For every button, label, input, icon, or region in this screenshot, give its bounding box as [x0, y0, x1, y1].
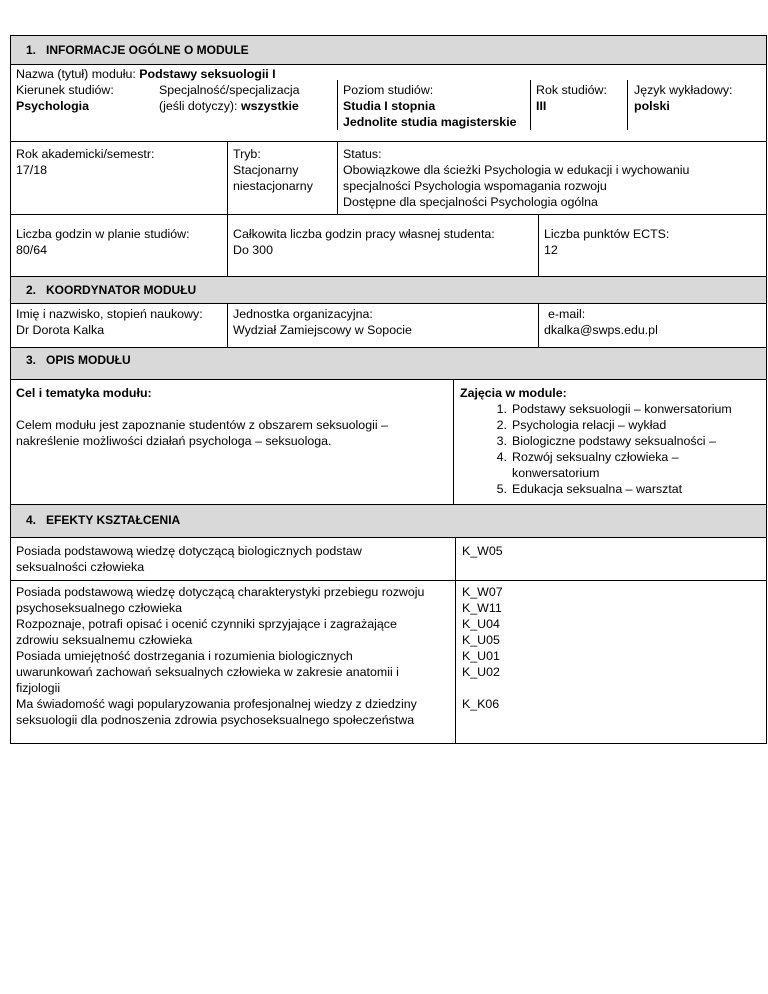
email-link[interactable]: dkalka@swps.edu.pl: [544, 323, 658, 337]
study-year: Rok studiów: III: [536, 83, 607, 113]
coordinator-email: e-mail: dkalka@swps.edu.pl: [544, 307, 658, 337]
list-item: 1. Podstawy seksuologii – konwersatorium: [496, 402, 732, 416]
outcome-row-1: Posiada podstawową wiedzę dotyczącą biologicznych podstaw seksualności człowieka: [16, 544, 362, 574]
module-name: [16, 66, 276, 82]
own-work-hours: Całkowita liczba godzin pracy własnej studenta: Do 300: [233, 227, 495, 257]
list-item: 4. Rozwój seksualny człowieka –: [496, 450, 679, 464]
list-item: 5. Edukacja seksualna – warsztat: [496, 482, 683, 496]
ects-points: Liczba punktów ECTS: 12: [544, 227, 670, 257]
classes-list: [460, 401, 732, 497]
module-name-label: Nazwa (tytuł) modułu:: [16, 67, 140, 81]
coordinator-unit: Jednostka organizacyjna: Wydział Zamiejscowy w Sopocie: [233, 307, 412, 337]
study-level: Poziom studiów: Studia I stopnia Jednolite studia magisterskie: [343, 83, 517, 129]
status: Status: Obowiązkowe dla ścieżki Psychologia w edukacji i wychowaniu specjalności Psychologia wspomagania rozwoju Dostępne dla specjalności Psychologia ogólna: [343, 147, 690, 209]
section-2-heading: 2. KOORDYNATOR MODUŁU: [25, 283, 197, 297]
field-of-study: Kierunek studiów: Psychologia: [16, 83, 114, 113]
specialization: Specjalność/specjalizacja (jeśli dotyczy): wszystkie: [159, 83, 300, 113]
outcome-row-2: Posiada podstawową wiedzę dotyczącą charakterystyki przebiegu rozwoju psychoseksualnego człowieka Rozpoznaje, potrafi opisać i ocenić czynniki sprzyjające i zagrażające zdrowiu seksualnemu człowieka Posiada umiejętność dostrzegania i rozumienia biologicznych uwarunkowań zachowań seksualnych człowieka w zakresie anatomii i fizjologii Ma świadomość wagi popularyzowania profesjonalnej wiedzy z dziedziny seksuologii dla podnoszenia zdrowia psychoseksualnego społeczeństwa: [16, 585, 425, 727]
mode: Tryb: Stacjonarny niestacjonarny: [233, 147, 313, 193]
section-3-heading: 3. OPIS MODUŁU: [25, 353, 131, 367]
hours-in-plan: Liczba godzin w planie studiów: 80/64: [16, 227, 190, 257]
module-goal: Cel i tematyka modułu: Celem modułu jest zapoznanie studentów z obszarem seksuologii – nakreślenie możliwości działań psychologa – seksuologa.: [16, 386, 388, 448]
outcome-row-1-code: K_W05: [462, 544, 503, 558]
section-4-heading: 4. EFEKTY KSZTAŁCENIA: [25, 513, 181, 527]
coordinator-name: Imię i nazwisko, stopień naukowy: Dr Dorota Kalka: [16, 307, 203, 337]
outcome-row-2-codes: K_W07 K_W11 K_U04 K_U05 K_U01 K_U02 K_K06: [462, 585, 503, 711]
list-item: 3. Biologiczne podstawy seksualności –: [496, 434, 716, 448]
module-classes: Zajęcia w module: 1. Podstawy seksuologii – konwersatorium 2. Psychologia relacji – wykład 3. Biologiczne podstawy seksualności – 4. Rozwój seksualny człowieka – konwersatorium 5. Edukacja seksualna – warsztat: [460, 386, 732, 496]
academic-year: Rok akademicki/semestr: 17/18: [16, 147, 155, 177]
list-item: 2. Psychologia relacji – wykład: [496, 418, 667, 432]
section-1-heading: 1. INFORMACJE OGÓLNE O MODULE: [25, 43, 249, 57]
language: Język wykładowy: polski: [634, 83, 733, 113]
list-item: konwersatorium: [512, 466, 600, 480]
module-name-value: Podstawy seksuologii I: [139, 67, 276, 81]
